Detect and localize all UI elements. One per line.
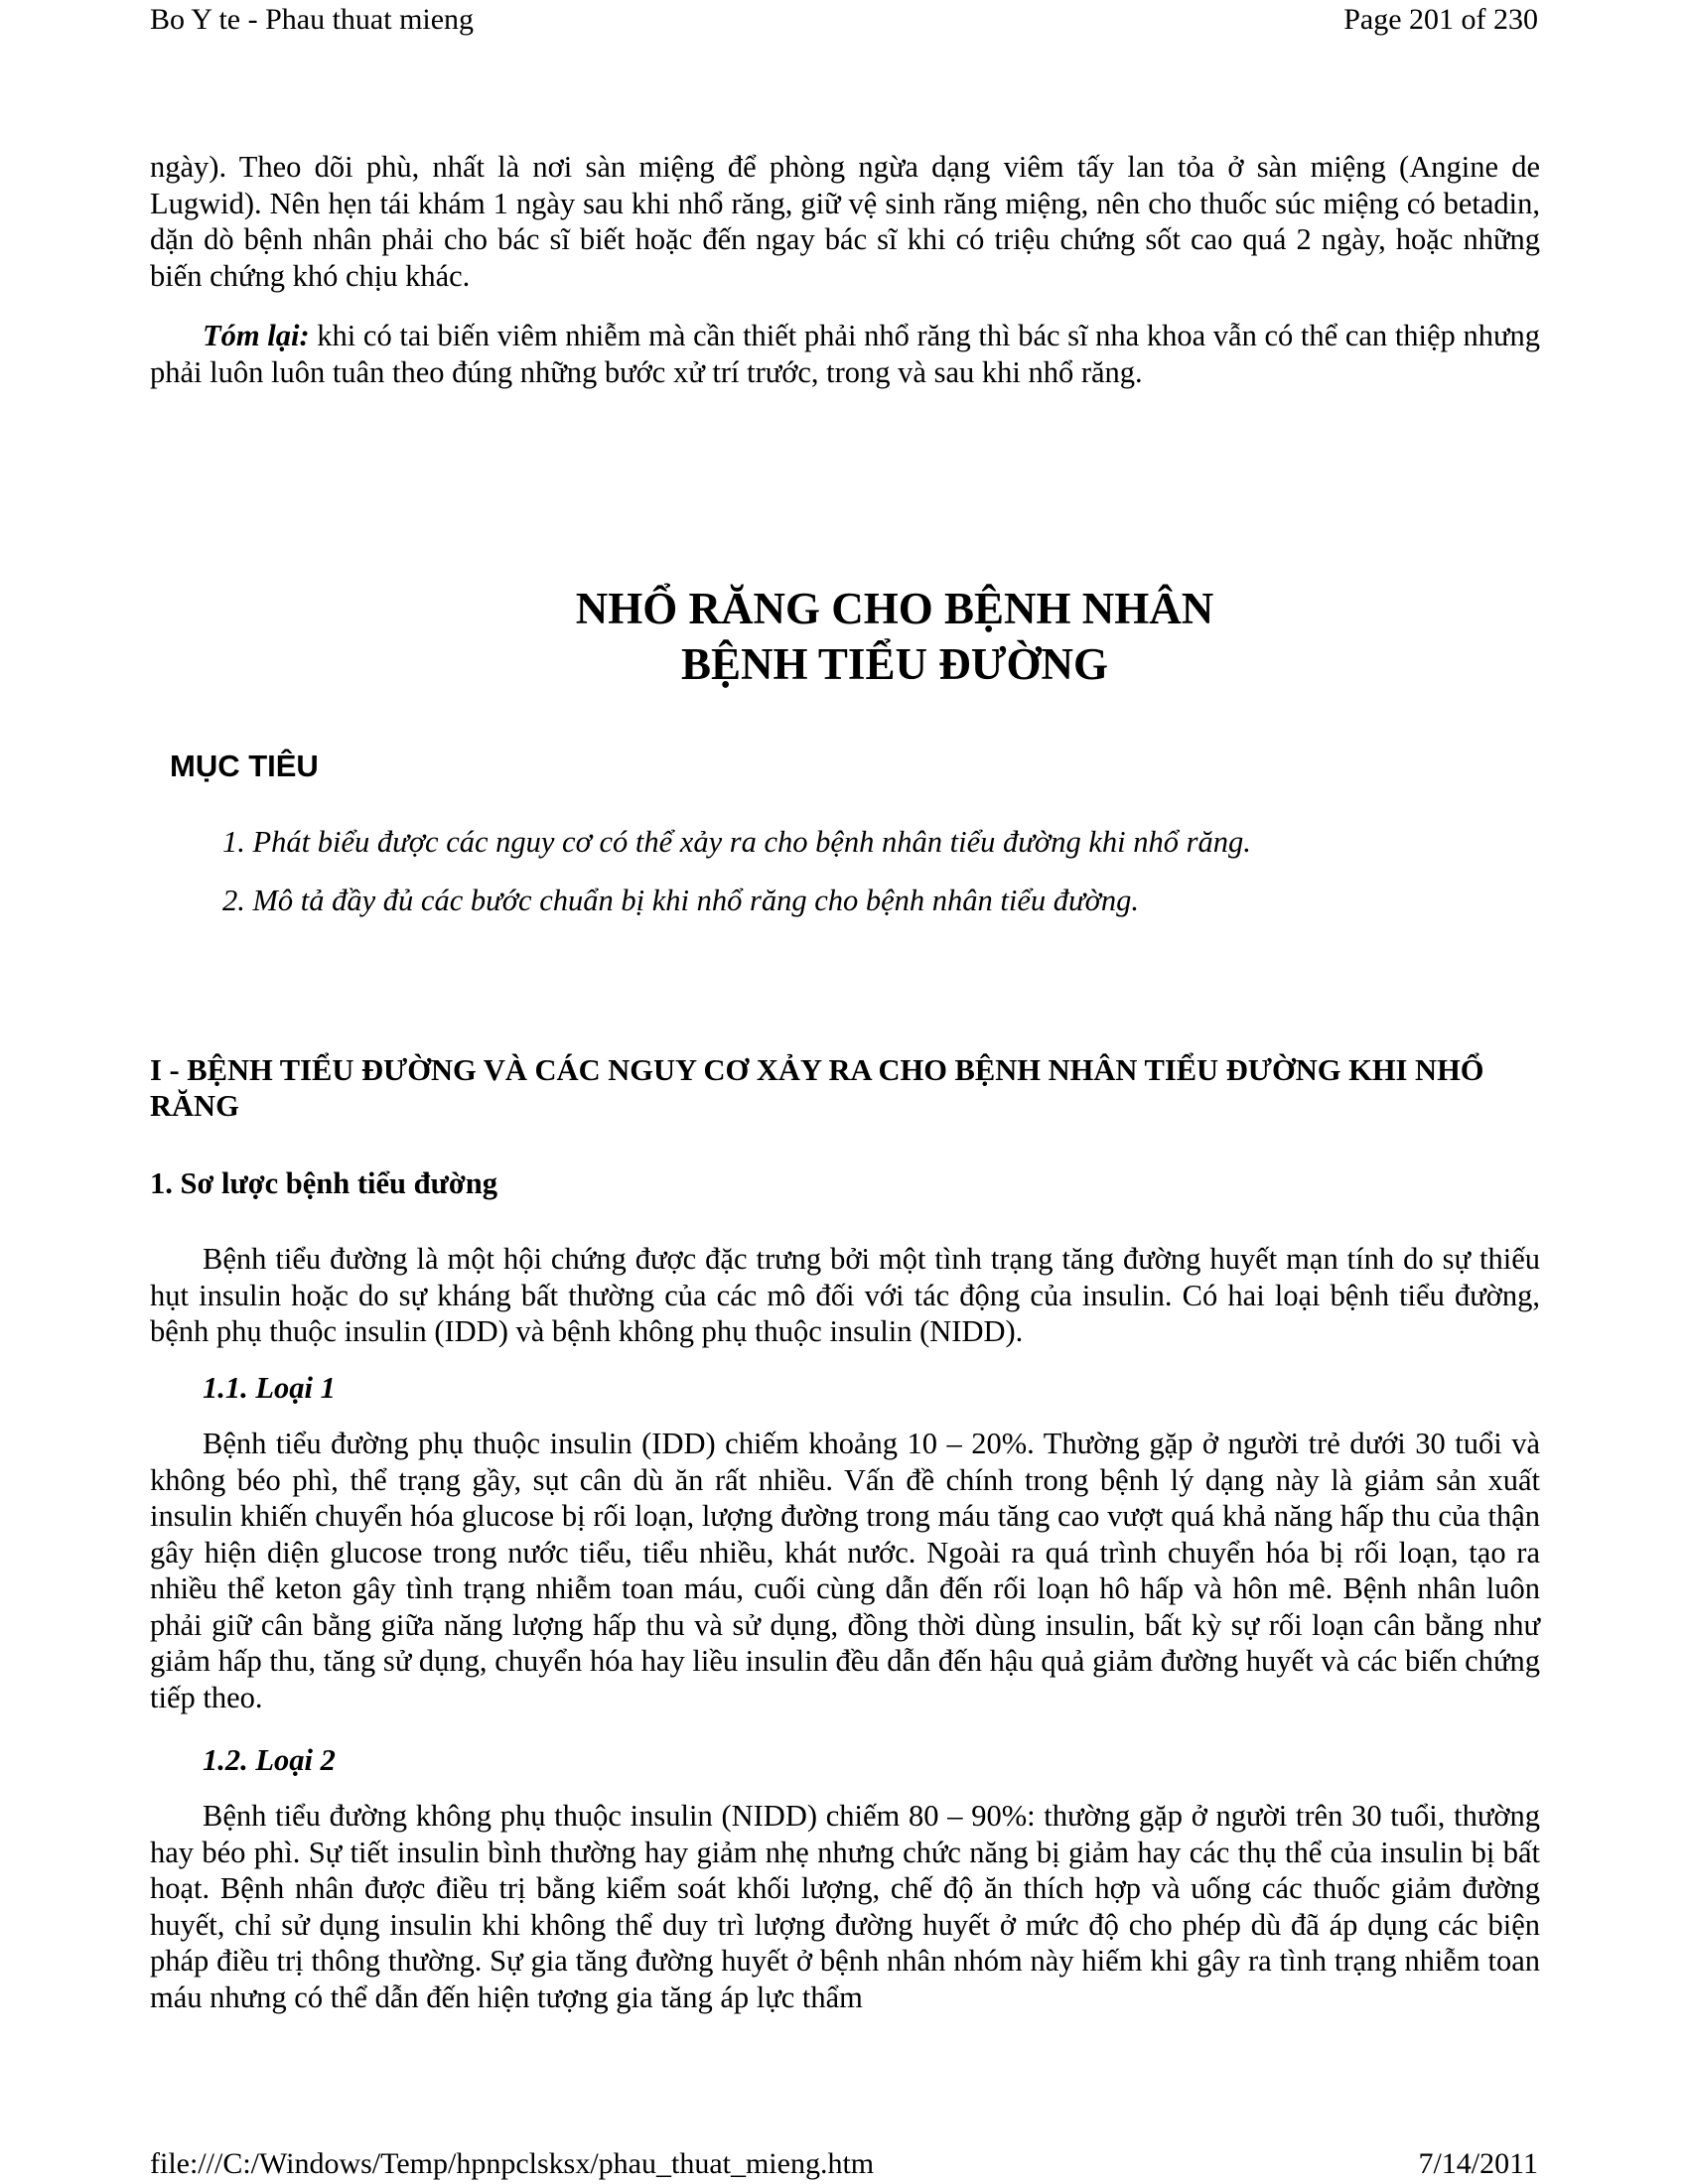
chapter-title-line2: BỆNH TIỂU ĐƯỜNG bbox=[680, 639, 1109, 689]
subsection-heading: 1. Sơ lược bệnh tiểu đường bbox=[150, 1166, 497, 1200]
summary-lead: Tóm lại: bbox=[203, 319, 310, 352]
chapter-title bbox=[150, 581, 1540, 692]
footer-file-path: file:///C:/Windows/Temp/hpnpclsksx/phau_thuat_mieng.htm bbox=[150, 2147, 875, 2180]
summary-text: khi có tai biến viêm nhiễm mà cần thiết phải nhổ răng thì bác sĩ nha khoa vẫn có thể can thiệp nhưng phải luôn luôn tuân theo đúng những bước xử trí trước, trong và sau khi nhổ răng. bbox=[150, 319, 1540, 389]
paragraph-aftercare: ngày). Theo dõi phù, nhất là nơi sàn miệng để phòng ngừa dạng viêm tấy lan tỏa ở sàn miệng (Angine de Lugwid). Nên hẹn tái khám 1 ngày sau khi nhổ răng, giữ vệ sinh răng miệng, nên cho thuốc súc miệng có betadin, dặn dò bệnh nhân phải cho bác sĩ biết hoặc đến ngay bác sĩ khi có triệu chứng sốt cao quá 2 ngày, hoặc những biến chứng khó chịu khác. bbox=[150, 150, 1540, 293]
objective-item: 1. Phát biểu được các nguy cơ có thể xảy ra cho bệnh nhân tiểu đường khi nhổ răng. bbox=[222, 825, 1251, 859]
paragraph-summary bbox=[150, 318, 1540, 390]
subsubsection-heading-type2: 1.2. Loại 2 bbox=[203, 1743, 336, 1777]
subsubsection-heading-type1: 1.1. Loại 1 bbox=[203, 1371, 336, 1405]
objective-item: 2. Mô tả đầy đủ các bước chuẩn bị khi nhổ răng cho bệnh nhân tiểu đường. bbox=[222, 884, 1140, 917]
paragraph-overview: Bệnh tiểu đường là một hội chứng được đặc trưng bởi một tình trạng tăng đường huyết mạn tính do sự thiếu hụt insulin hoặc do sự kháng bất thường của các mô đối với tác động của insulin. Có hai loại bệnh tiểu đường, bệnh phụ thuộc insulin (IDD) và bệnh không phụ thuộc insulin (NIDD). bbox=[150, 1242, 1540, 1348]
objectives-heading: MỤC TIÊU bbox=[170, 749, 319, 783]
paragraph-type1: Bệnh tiểu đường phụ thuộc insulin (IDD) chiếm khoảng 10 – 20%. Thường gặp ở người trẻ dưới 30 tuổi và không béo phì, thể trạng gầy, sụt cân dù ăn rất nhiều. Vấn đề chính trong bệnh lý dạng này là giảm sản xuất insulin khiến chuyển hóa glucose bị rối loạn, lượng đường trong máu tăng cao vượt quá khả năng hấp thu của thận gây hiện diện glucose trong nước tiểu, tiểu nhiều, khát nước. Ngoài ra quá trình chuyển hóa bị rối loạn, tạo ra nhiều thể keton gây tình trạng nhiễm toan máu, cuối cùng dẫn đến rối loạn hô hấp và hôn mê. Bệnh nhân luôn phải giữ cân bằng giữa năng lượng hấp thu và sử dụng, đồng thời dùng insulin, bất kỳ sự rối loạn cân bằng như giảm hấp thu, tăng sử dụng, chuyển hóa hay liều insulin đều dẫn đến hậu quả giảm đường huyết và các biến chứng tiếp theo. bbox=[150, 1427, 1540, 1714]
paragraph-type2: Bệnh tiểu đường không phụ thuộc insulin (NIDD) chiếm 80 – 90%: thường gặp ở người trên 30 tuổi, thường hay béo phì. Sự tiết insulin bình thường hay giảm nhẹ nhưng chức năng bị giảm hay các thụ thể của insulin bị bất hoạt. Bệnh nhân được điều trị bằng kiểm soát khối lượng, chế độ ăn thích hợp và uống các thuốc giảm đường huyết, chỉ sử dụng insulin khi không thể duy trì lượng đường huyết ở mức độ cho phép dù đã áp dụng các biện pháp điều trị thông thường. Sự gia tăng đường huyết ở bệnh nhân nhóm này hiếm khi gây ra tình trạng nhiễm toan máu nhưng có thể dẫn đến hiện tượng gia tăng áp lực thẩm bbox=[150, 1799, 1540, 2014]
header-doc-title: Bo Y te - Phau thuat mieng bbox=[150, 3, 475, 36]
section-heading: I - BỆNH TIỂU ĐƯỜNG VÀ CÁC NGUY CƠ XẢY RA CHO BỆNH NHÂN TIỂU ĐƯỜNG KHI NHỔ RĂNG bbox=[150, 1053, 1484, 1123]
chapter-title-line1: NHỔ RĂNG CHO BỆNH NHÂN bbox=[575, 584, 1214, 633]
header-page-number: Page 201 of 230 bbox=[1343, 3, 1538, 36]
footer-date: 7/14/2011 bbox=[1418, 2147, 1538, 2180]
